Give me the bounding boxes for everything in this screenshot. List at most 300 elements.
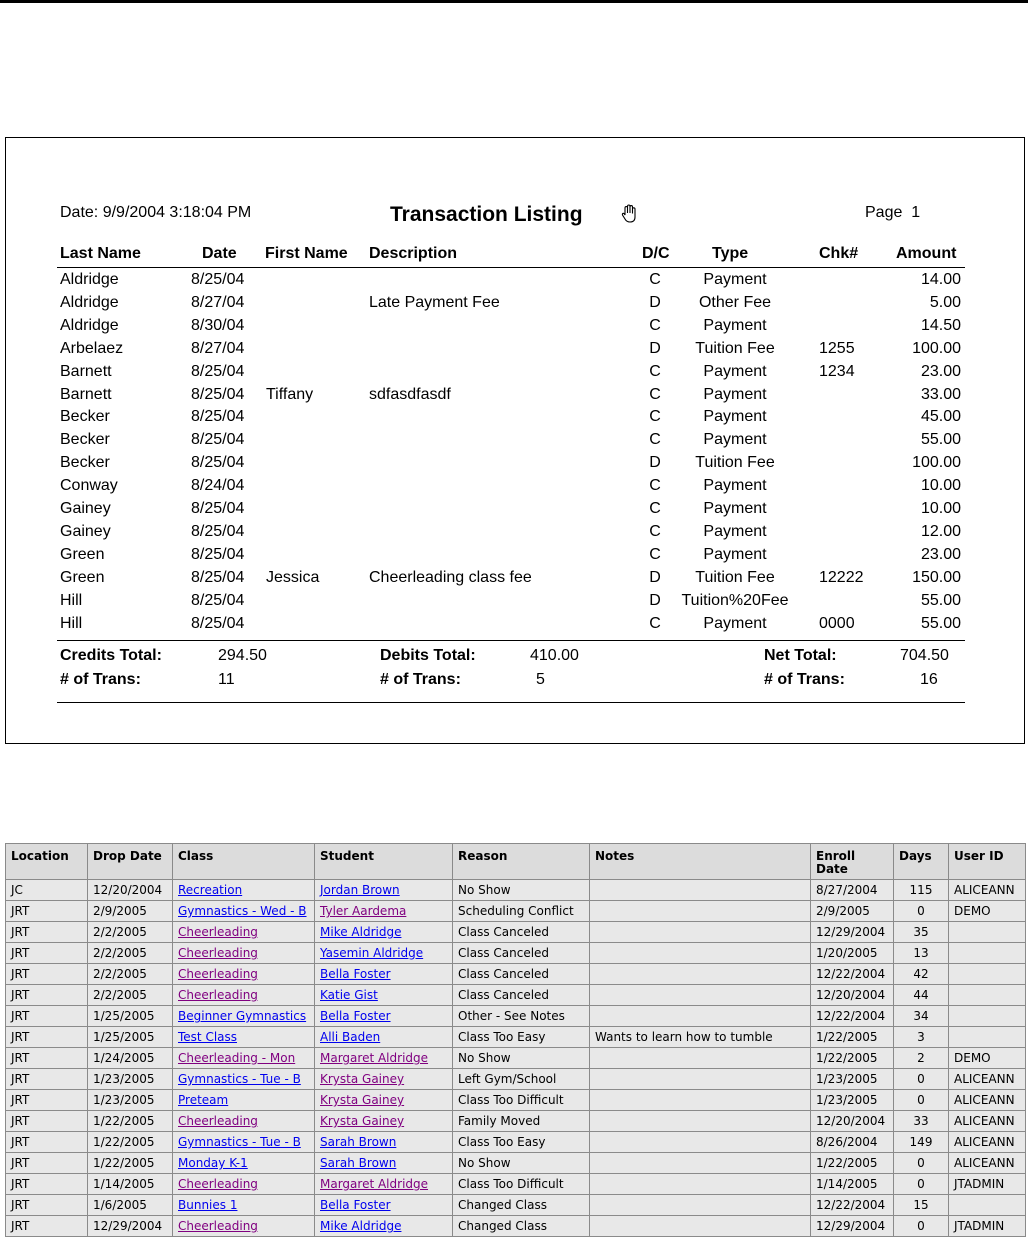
notes-cell xyxy=(590,1069,811,1090)
col-header-location[interactable]: Location xyxy=(6,844,88,880)
net-total-label: Net Total: xyxy=(764,647,837,664)
class-cell-link[interactable]: Cheerleading - Mon xyxy=(178,1051,296,1065)
location-cell: JRT xyxy=(6,943,88,964)
days-cell: 42 xyxy=(894,964,949,985)
class-drop-table xyxy=(5,843,1026,1237)
class-cell xyxy=(173,880,315,901)
date-cell: 8/25/04 xyxy=(191,614,245,632)
student-cell-link[interactable]: Tyler Aardema xyxy=(320,904,407,918)
enroll-date-cell: 1/22/2005 xyxy=(811,1027,894,1048)
col-header-user-id[interactable]: User ID xyxy=(949,844,1026,880)
class-cell xyxy=(173,1195,315,1216)
student-cell xyxy=(315,922,453,943)
debits-trans-count: 5 xyxy=(536,671,545,688)
credits-total-label: Credits Total: xyxy=(60,647,162,664)
class-cell xyxy=(173,1090,315,1111)
table-row xyxy=(6,1111,1026,1132)
location-cell: JRT xyxy=(6,964,88,985)
student-cell xyxy=(315,1069,453,1090)
col-header-notes[interactable]: Notes xyxy=(590,844,811,880)
date-cell: 8/25/04 xyxy=(191,431,245,449)
drop-date-cell: 2/2/2005 xyxy=(88,964,173,985)
type-cell: Payment xyxy=(703,431,767,449)
date-cell: 8/30/04 xyxy=(191,316,245,334)
student-cell xyxy=(315,1048,453,1069)
first-name-cell: Tiffany xyxy=(266,385,314,403)
table-row xyxy=(6,1174,1026,1195)
credits-total-value: 294.50 xyxy=(218,647,267,664)
days-cell: 0 xyxy=(894,1174,949,1195)
debits-total-label: Debits Total: xyxy=(380,647,476,664)
table-row xyxy=(6,1132,1026,1153)
student-cell xyxy=(315,1174,453,1195)
description-cell: Cheerleading class fee xyxy=(369,568,532,586)
date-cell: 8/25/04 xyxy=(191,362,245,380)
location-cell: JRT xyxy=(6,1090,88,1111)
amount-cell: 10.00 xyxy=(920,500,961,517)
table-row xyxy=(6,1090,1026,1111)
type-cell: Payment xyxy=(703,408,767,426)
enroll-date-cell: 1/14/2005 xyxy=(811,1174,894,1195)
location-cell: JRT xyxy=(6,1069,88,1090)
last-name-cell: Aldridge xyxy=(60,316,119,334)
dc-cell: D xyxy=(649,454,661,472)
col-header-description: Description xyxy=(369,245,458,262)
student-cell xyxy=(315,1153,453,1174)
reason-cell: Scheduling Conflict xyxy=(453,901,590,922)
amount-cell: 33.00 xyxy=(920,385,961,403)
days-cell: 34 xyxy=(894,1006,949,1027)
amount-cell: 55.00 xyxy=(920,591,961,609)
table-row xyxy=(6,1006,1026,1027)
class-cell xyxy=(173,922,315,943)
dc-cell: C xyxy=(649,431,661,449)
table-row xyxy=(6,901,1026,922)
type-cell: Payment xyxy=(703,362,767,380)
location-cell: JC xyxy=(6,880,88,901)
days-cell: 13 xyxy=(894,943,949,964)
location-cell: JRT xyxy=(6,1006,88,1027)
type-cell: Tuition%20Fee xyxy=(681,591,789,609)
dc-cell: C xyxy=(649,385,661,403)
class-cell xyxy=(173,901,315,922)
notes-cell xyxy=(590,922,811,943)
class-cell-link[interactable]: Cheerleading xyxy=(178,925,258,939)
class-cell-link[interactable]: Cheerleading xyxy=(178,946,258,960)
class-cell-link[interactable]: Cheerleading xyxy=(178,1114,258,1128)
transaction-row xyxy=(0,408,1028,431)
col-header-student[interactable]: Student xyxy=(315,844,453,880)
hand-pointer-icon xyxy=(620,203,640,230)
student-cell xyxy=(315,1111,453,1132)
drop-date-cell: 2/2/2005 xyxy=(88,922,173,943)
user-id-cell: JTADMIN xyxy=(949,1216,1026,1237)
amount-cell: 10.00 xyxy=(920,477,961,495)
student-cell-link[interactable]: Bella Foster xyxy=(320,967,391,981)
class-cell xyxy=(173,1153,315,1174)
table-row xyxy=(6,880,1026,901)
user-id-cell: ALICEANN xyxy=(949,1153,1026,1174)
student-cell-link[interactable]: Bella Foster xyxy=(320,1009,391,1023)
class-cell-link[interactable]: Gymnastics - Wed - B xyxy=(178,904,307,918)
dc-cell: C xyxy=(649,362,661,380)
transaction-row xyxy=(0,294,1028,317)
check-number-cell: 0000 xyxy=(819,614,855,632)
reason-cell: Class Too Difficult xyxy=(453,1174,590,1195)
type-cell: Payment xyxy=(703,271,767,288)
enroll-date-cell: 12/20/2004 xyxy=(811,985,894,1006)
drop-date-cell: 12/29/2004 xyxy=(88,1216,173,1237)
dc-cell: C xyxy=(649,614,661,632)
last-name-cell: Aldridge xyxy=(60,271,119,288)
enroll-date-cell: 12/22/2004 xyxy=(811,1195,894,1216)
student-cell-link[interactable]: Krysta Gainey xyxy=(320,1114,405,1128)
table-header-row xyxy=(6,844,1026,880)
user-id-cell xyxy=(949,943,1026,964)
col-header-enroll-date[interactable]: Enroll Date xyxy=(811,844,894,880)
amount-cell: 100.00 xyxy=(912,454,961,472)
page-indicator: Page 1 xyxy=(865,204,921,221)
date-cell: 8/25/04 xyxy=(191,271,245,288)
transaction-row xyxy=(0,546,1028,569)
drop-date-cell: 1/24/2005 xyxy=(88,1048,173,1069)
days-cell: 0 xyxy=(894,1090,949,1111)
last-name-cell: Green xyxy=(60,568,105,586)
student-cell-link[interactable]: Mike Aldridge xyxy=(320,1219,402,1233)
net-trans-label: # of Trans: xyxy=(764,671,845,688)
location-cell: JRT xyxy=(6,1132,88,1153)
table-row xyxy=(6,1153,1026,1174)
amount-cell: 23.00 xyxy=(920,362,961,380)
class-cell-link[interactable]: Recreation xyxy=(178,883,243,897)
student-cell xyxy=(315,1216,453,1237)
days-cell: 2 xyxy=(894,1048,949,1069)
drop-date-cell: 2/2/2005 xyxy=(88,943,173,964)
debits-total-value: 410.00 xyxy=(530,647,579,664)
drop-date-cell: 1/22/2005 xyxy=(88,1132,173,1153)
enroll-date-cell: 12/20/2004 xyxy=(811,1111,894,1132)
student-cell-link[interactable]: Alli Baden xyxy=(320,1030,381,1044)
notes-cell xyxy=(590,1174,811,1195)
transaction-row xyxy=(0,477,1028,500)
reason-cell: Class Too Difficult xyxy=(453,1090,590,1111)
col-header-chk: Chk# xyxy=(819,245,859,262)
last-name-cell: Arbelaez xyxy=(60,339,124,357)
class-cell xyxy=(173,1111,315,1132)
debits-trans-label: # of Trans: xyxy=(380,671,461,688)
student-cell xyxy=(315,943,453,964)
last-name-cell: Hill xyxy=(60,614,83,632)
transaction-row xyxy=(0,500,1028,523)
enroll-date-cell: 12/22/2004 xyxy=(811,964,894,985)
transaction-row xyxy=(0,615,1028,638)
reason-cell: No Show xyxy=(453,880,590,901)
col-header-type: Type xyxy=(712,245,749,262)
student-cell xyxy=(315,1132,453,1153)
reason-cell: No Show xyxy=(453,1153,590,1174)
last-name-cell: Barnett xyxy=(60,385,112,403)
notes-cell xyxy=(590,1006,811,1027)
location-cell: JRT xyxy=(6,1195,88,1216)
dc-cell: D xyxy=(649,293,661,311)
location-cell: JRT xyxy=(6,985,88,1006)
location-cell: JRT xyxy=(6,1153,88,1174)
type-cell: Payment xyxy=(703,522,767,540)
col-header-dc: D/C xyxy=(642,245,670,262)
class-cell xyxy=(173,1174,315,1195)
type-cell: Payment xyxy=(703,500,767,517)
col-header-date: Date xyxy=(202,245,237,262)
student-cell xyxy=(315,1090,453,1111)
dc-cell: D xyxy=(649,591,661,609)
class-cell-link[interactable]: Gymnastics - Tue - B xyxy=(178,1072,301,1086)
enroll-date-cell: 12/29/2004 xyxy=(811,1216,894,1237)
last-name-cell: Conway xyxy=(60,477,118,495)
class-cell xyxy=(173,964,315,985)
reason-cell: Class Canceled xyxy=(453,922,590,943)
credits-trans-label: # of Trans: xyxy=(60,671,141,688)
enroll-date-cell: 8/26/2004 xyxy=(811,1132,894,1153)
class-cell-link[interactable]: Cheerleading xyxy=(178,988,258,1002)
enroll-date-cell: 1/22/2005 xyxy=(811,1048,894,1069)
description-cell: sdfasdfasdf xyxy=(369,385,451,403)
transaction-row xyxy=(0,317,1028,340)
col-header-days[interactable]: Days xyxy=(894,844,949,880)
user-id-cell xyxy=(949,922,1026,943)
description-cell: Late Payment Fee xyxy=(369,293,500,311)
notes-cell xyxy=(590,880,811,901)
location-cell: JRT xyxy=(6,1216,88,1237)
reason-cell: Other - See Notes xyxy=(453,1006,590,1027)
last-name-cell: Hill xyxy=(60,591,83,609)
student-cell xyxy=(315,1006,453,1027)
location-cell: JRT xyxy=(6,1111,88,1132)
class-cell xyxy=(173,1132,315,1153)
type-cell: Tuition Fee xyxy=(695,568,775,586)
student-cell-link[interactable]: Krysta Gainey xyxy=(320,1072,405,1086)
enroll-date-cell: 12/22/2004 xyxy=(811,1006,894,1027)
drop-date-cell: 1/22/2005 xyxy=(88,1111,173,1132)
student-cell-link[interactable]: Krysta Gainey xyxy=(320,1093,405,1107)
dc-cell: C xyxy=(649,271,661,288)
col-header-amount: Amount xyxy=(896,245,957,262)
location-cell: JRT xyxy=(6,1174,88,1195)
header-rule xyxy=(57,267,965,268)
student-cell-link[interactable]: Bella Foster xyxy=(320,1198,391,1212)
user-id-cell: ALICEANN xyxy=(949,1132,1026,1153)
days-cell: 35 xyxy=(894,922,949,943)
class-cell-link[interactable]: Monday K-1 xyxy=(178,1156,248,1170)
dc-cell: C xyxy=(649,500,661,517)
table-row xyxy=(6,922,1026,943)
type-cell: Payment xyxy=(703,614,767,632)
notes-cell xyxy=(590,1048,811,1069)
class-cell-link[interactable]: Cheerleading xyxy=(178,1219,258,1233)
location-cell: JRT xyxy=(6,901,88,922)
student-cell-link[interactable]: Margaret Aldridge xyxy=(320,1051,429,1065)
drop-date-cell: 1/14/2005 xyxy=(88,1174,173,1195)
location-cell: JRT xyxy=(6,1027,88,1048)
transaction-row xyxy=(0,431,1028,454)
class-cell xyxy=(173,943,315,964)
student-cell-link[interactable]: Yasemin Aldridge xyxy=(320,946,424,960)
student-cell xyxy=(315,880,453,901)
user-id-cell: ALICEANN xyxy=(949,880,1026,901)
student-cell xyxy=(315,901,453,922)
notes-cell: Wants to learn how to tumble xyxy=(590,1027,811,1048)
table-row xyxy=(6,1216,1026,1237)
student-cell-link[interactable]: Margaret Aldridge xyxy=(320,1177,429,1191)
dc-cell: C xyxy=(649,545,661,563)
col-header-drop-date[interactable]: Drop Date xyxy=(88,844,173,880)
type-cell: Payment xyxy=(703,477,767,495)
transaction-row xyxy=(0,271,1028,294)
first-name-cell: Jessica xyxy=(266,568,320,586)
date-cell: 8/25/04 xyxy=(191,454,245,472)
dc-cell: C xyxy=(649,477,661,495)
top-divider xyxy=(0,0,1028,3)
user-id-cell xyxy=(949,1027,1026,1048)
class-cell-link[interactable]: Cheerleading xyxy=(178,1177,258,1191)
transaction-row xyxy=(0,340,1028,363)
days-cell: 0 xyxy=(894,1153,949,1174)
credits-trans-count: 11 xyxy=(218,671,235,688)
check-number-cell: 1234 xyxy=(819,362,855,380)
amount-cell: 5.00 xyxy=(929,293,961,311)
amount-cell: 14.00 xyxy=(920,271,961,288)
footer-rule xyxy=(57,702,965,703)
student-cell-link[interactable]: Jordan Brown xyxy=(320,883,400,897)
drop-date-cell: 2/2/2005 xyxy=(88,985,173,1006)
transaction-row xyxy=(0,592,1028,615)
type-cell: Payment xyxy=(703,385,767,403)
days-cell: 0 xyxy=(894,901,949,922)
user-id-cell: ALICEANN xyxy=(949,1069,1026,1090)
date-cell: 8/25/04 xyxy=(191,385,245,403)
class-cell-link[interactable]: Test Class xyxy=(178,1030,238,1044)
type-cell: Tuition Fee xyxy=(695,339,775,357)
reason-cell: Class Canceled xyxy=(453,985,590,1006)
last-name-cell: Becker xyxy=(60,454,110,472)
notes-cell xyxy=(590,1111,811,1132)
date-cell: 8/25/04 xyxy=(191,591,245,609)
last-name-cell: Becker xyxy=(60,431,110,449)
drop-date-cell: 1/25/2005 xyxy=(88,1027,173,1048)
class-cell xyxy=(173,985,315,1006)
drop-date-cell: 1/23/2005 xyxy=(88,1090,173,1111)
days-cell: 149 xyxy=(894,1132,949,1153)
transaction-row xyxy=(0,363,1028,386)
col-header-reason[interactable]: Reason xyxy=(453,844,590,880)
class-cell-link[interactable]: Gymnastics - Tue - B xyxy=(178,1135,301,1149)
student-cell-link[interactable]: Sarah Brown xyxy=(320,1135,397,1149)
table-row xyxy=(6,1195,1026,1216)
days-cell: 44 xyxy=(894,985,949,1006)
reason-cell: Class Canceled xyxy=(453,964,590,985)
transaction-row xyxy=(0,386,1028,409)
days-cell: 15 xyxy=(894,1195,949,1216)
report-title: Transaction Listing xyxy=(390,203,583,226)
reason-cell: Changed Class xyxy=(453,1195,590,1216)
amount-cell: 150.00 xyxy=(912,568,961,586)
notes-cell xyxy=(590,1090,811,1111)
col-header-first-name: First Name xyxy=(265,245,348,262)
dc-cell: C xyxy=(649,408,661,426)
notes-cell xyxy=(590,901,811,922)
days-cell: 115 xyxy=(894,880,949,901)
enroll-date-cell: 1/23/2005 xyxy=(811,1069,894,1090)
table-row xyxy=(6,964,1026,985)
reason-cell: No Show xyxy=(453,1048,590,1069)
date-cell: 8/25/04 xyxy=(191,545,245,563)
notes-cell xyxy=(590,1216,811,1237)
check-number-cell: 12222 xyxy=(819,568,864,586)
report-date: Date: 9/9/2004 3:18:04 PM xyxy=(60,204,252,221)
col-header-class[interactable]: Class xyxy=(173,844,315,880)
type-cell: Payment xyxy=(703,545,767,563)
enroll-date-cell: 8/27/2004 xyxy=(811,880,894,901)
drop-date-cell: 1/22/2005 xyxy=(88,1153,173,1174)
reason-cell: Class Too Easy xyxy=(453,1132,590,1153)
class-cell xyxy=(173,1069,315,1090)
class-cell xyxy=(173,1216,315,1237)
student-cell-link[interactable]: Sarah Brown xyxy=(320,1156,397,1170)
user-id-cell: ALICEANN xyxy=(949,1090,1026,1111)
days-cell: 0 xyxy=(894,1069,949,1090)
enroll-date-cell: 2/9/2005 xyxy=(811,901,894,922)
drop-date-cell: 1/23/2005 xyxy=(88,1069,173,1090)
location-cell: JRT xyxy=(6,922,88,943)
days-cell: 3 xyxy=(894,1027,949,1048)
amount-cell: 14.50 xyxy=(920,316,961,334)
user-id-cell xyxy=(949,985,1026,1006)
last-name-cell: Barnett xyxy=(60,362,112,380)
drop-date-cell: 1/25/2005 xyxy=(88,1006,173,1027)
date-cell: 8/27/04 xyxy=(191,339,245,357)
date-cell: 8/25/04 xyxy=(191,568,245,586)
date-cell: 8/25/04 xyxy=(191,500,245,517)
amount-cell: 100.00 xyxy=(912,339,961,357)
check-number-cell: 1255 xyxy=(819,339,855,357)
enroll-date-cell: 12/29/2004 xyxy=(811,922,894,943)
notes-cell xyxy=(590,964,811,985)
drop-rows xyxy=(6,880,1026,1237)
type-cell: Other Fee xyxy=(698,293,772,311)
last-name-cell: Aldridge xyxy=(60,293,119,311)
dc-cell: D xyxy=(649,568,661,586)
table-row xyxy=(6,1027,1026,1048)
date-cell: 8/25/04 xyxy=(191,522,245,540)
last-name-cell: Gainey xyxy=(60,522,111,540)
class-cell-link[interactable]: Preteam xyxy=(178,1093,229,1107)
class-cell xyxy=(173,1006,315,1027)
student-cell xyxy=(315,1195,453,1216)
amount-cell: 55.00 xyxy=(920,431,961,449)
user-id-cell: ALICEANN xyxy=(949,1111,1026,1132)
drop-date-cell: 2/9/2005 xyxy=(88,901,173,922)
student-cell-link[interactable]: Mike Aldridge xyxy=(320,925,402,939)
date-cell: 8/27/04 xyxy=(191,293,245,311)
date-cell: 8/25/04 xyxy=(191,408,245,426)
user-id-cell xyxy=(949,1006,1026,1027)
student-cell-link[interactable]: Katie Gist xyxy=(320,988,378,1002)
transaction-row xyxy=(0,569,1028,592)
class-cell-link[interactable]: Bunnies 1 xyxy=(178,1198,238,1212)
class-cell-link[interactable]: Beginner Gymnastics xyxy=(178,1009,307,1023)
class-cell-link[interactable]: Cheerleading xyxy=(178,967,258,981)
reason-cell: Class Too Easy xyxy=(453,1027,590,1048)
notes-cell xyxy=(590,985,811,1006)
